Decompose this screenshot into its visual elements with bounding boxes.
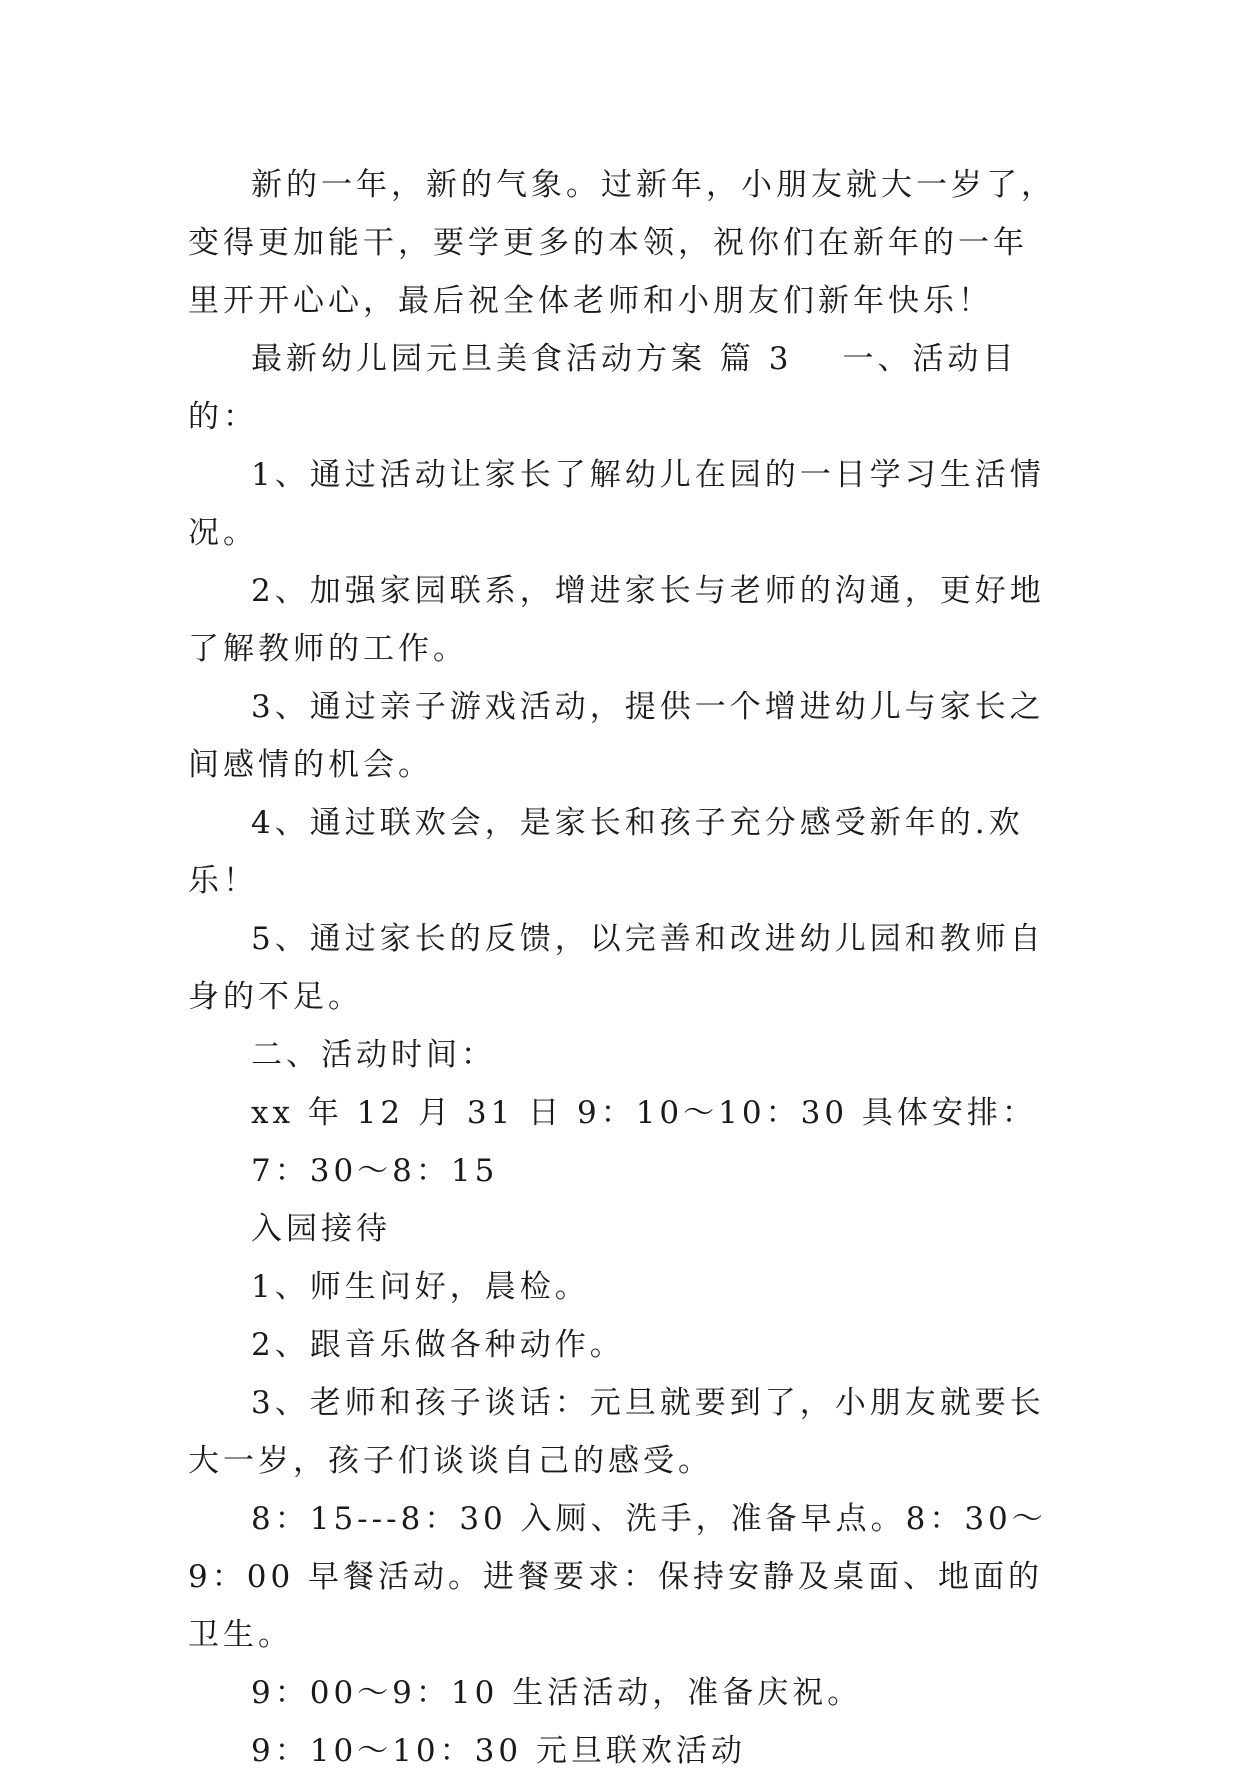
activity-date-line: xx 年 12 月 31 日 9：10～10：30 具体安排： <box>251 1095 1037 1131</box>
schedule-arrival-title: 入园接待 <box>251 1211 391 1247</box>
goal-item-3: 3、通过亲子游戏活动，提供一个增进幼儿与家长之间感情的机会。 <box>188 689 1045 783</box>
schedule-breakfast: 8：15---8：30 入厕、洗手，准备早点。8：30～9：00 早餐活动。进餐要求：保持安静及桌面、地面的卫生。 <box>188 1501 1047 1653</box>
arrival-item-1: 1、师生问好，晨检。 <box>251 1269 590 1305</box>
goal-item-5: 5、通过家长的反馈，以完善和改进幼儿园和教师自身的不足。 <box>188 921 1045 1015</box>
goal-item-2: 2、加强家园联系，增进家长与老师的沟通，更好地了解教师的工作。 <box>188 573 1045 667</box>
schedule-time-arrival: 7：30～8：15 <box>251 1153 499 1189</box>
arrival-item-2: 2、跟音乐做各种动作。 <box>251 1327 625 1363</box>
plan-title: 最新幼儿园元旦美食活动方案 篇 3 <box>251 341 793 377</box>
section-heading-goals: 一、活动目的： <box>188 341 1018 435</box>
arrival-item-3: 3、老师和孩子谈话：元旦就要到了，小朋友就要长大一岁，孩子们谈谈自己的感受。 <box>188 1385 1045 1479</box>
paragraph-new-year-greeting: 新的一年，新的气象。过新年，小朋友就大一岁了，变得更加能干，要学更多的本领，祝你们在新年的一年里开开心心，最后祝全体老师和小朋友们新年快乐！ <box>188 167 1056 319</box>
heading-line <box>188 330 1058 446</box>
schedule-preparation: 9：00～9：10 生活活动，准备庆祝。 <box>251 1675 863 1711</box>
section-heading-time: 二、活动时间： <box>251 1037 496 1073</box>
goal-item-4: 4、通过联欢会，是家长和孩子充分感受新年的.欢乐！ <box>188 805 1024 899</box>
schedule-celebration: 9：10～10：30 元旦联欢活动 <box>251 1733 746 1769</box>
document-body <box>188 156 1058 1780</box>
goal-item-1: 1、通过活动让家长了解幼儿在园的一日学习生活情况。 <box>188 457 1045 551</box>
